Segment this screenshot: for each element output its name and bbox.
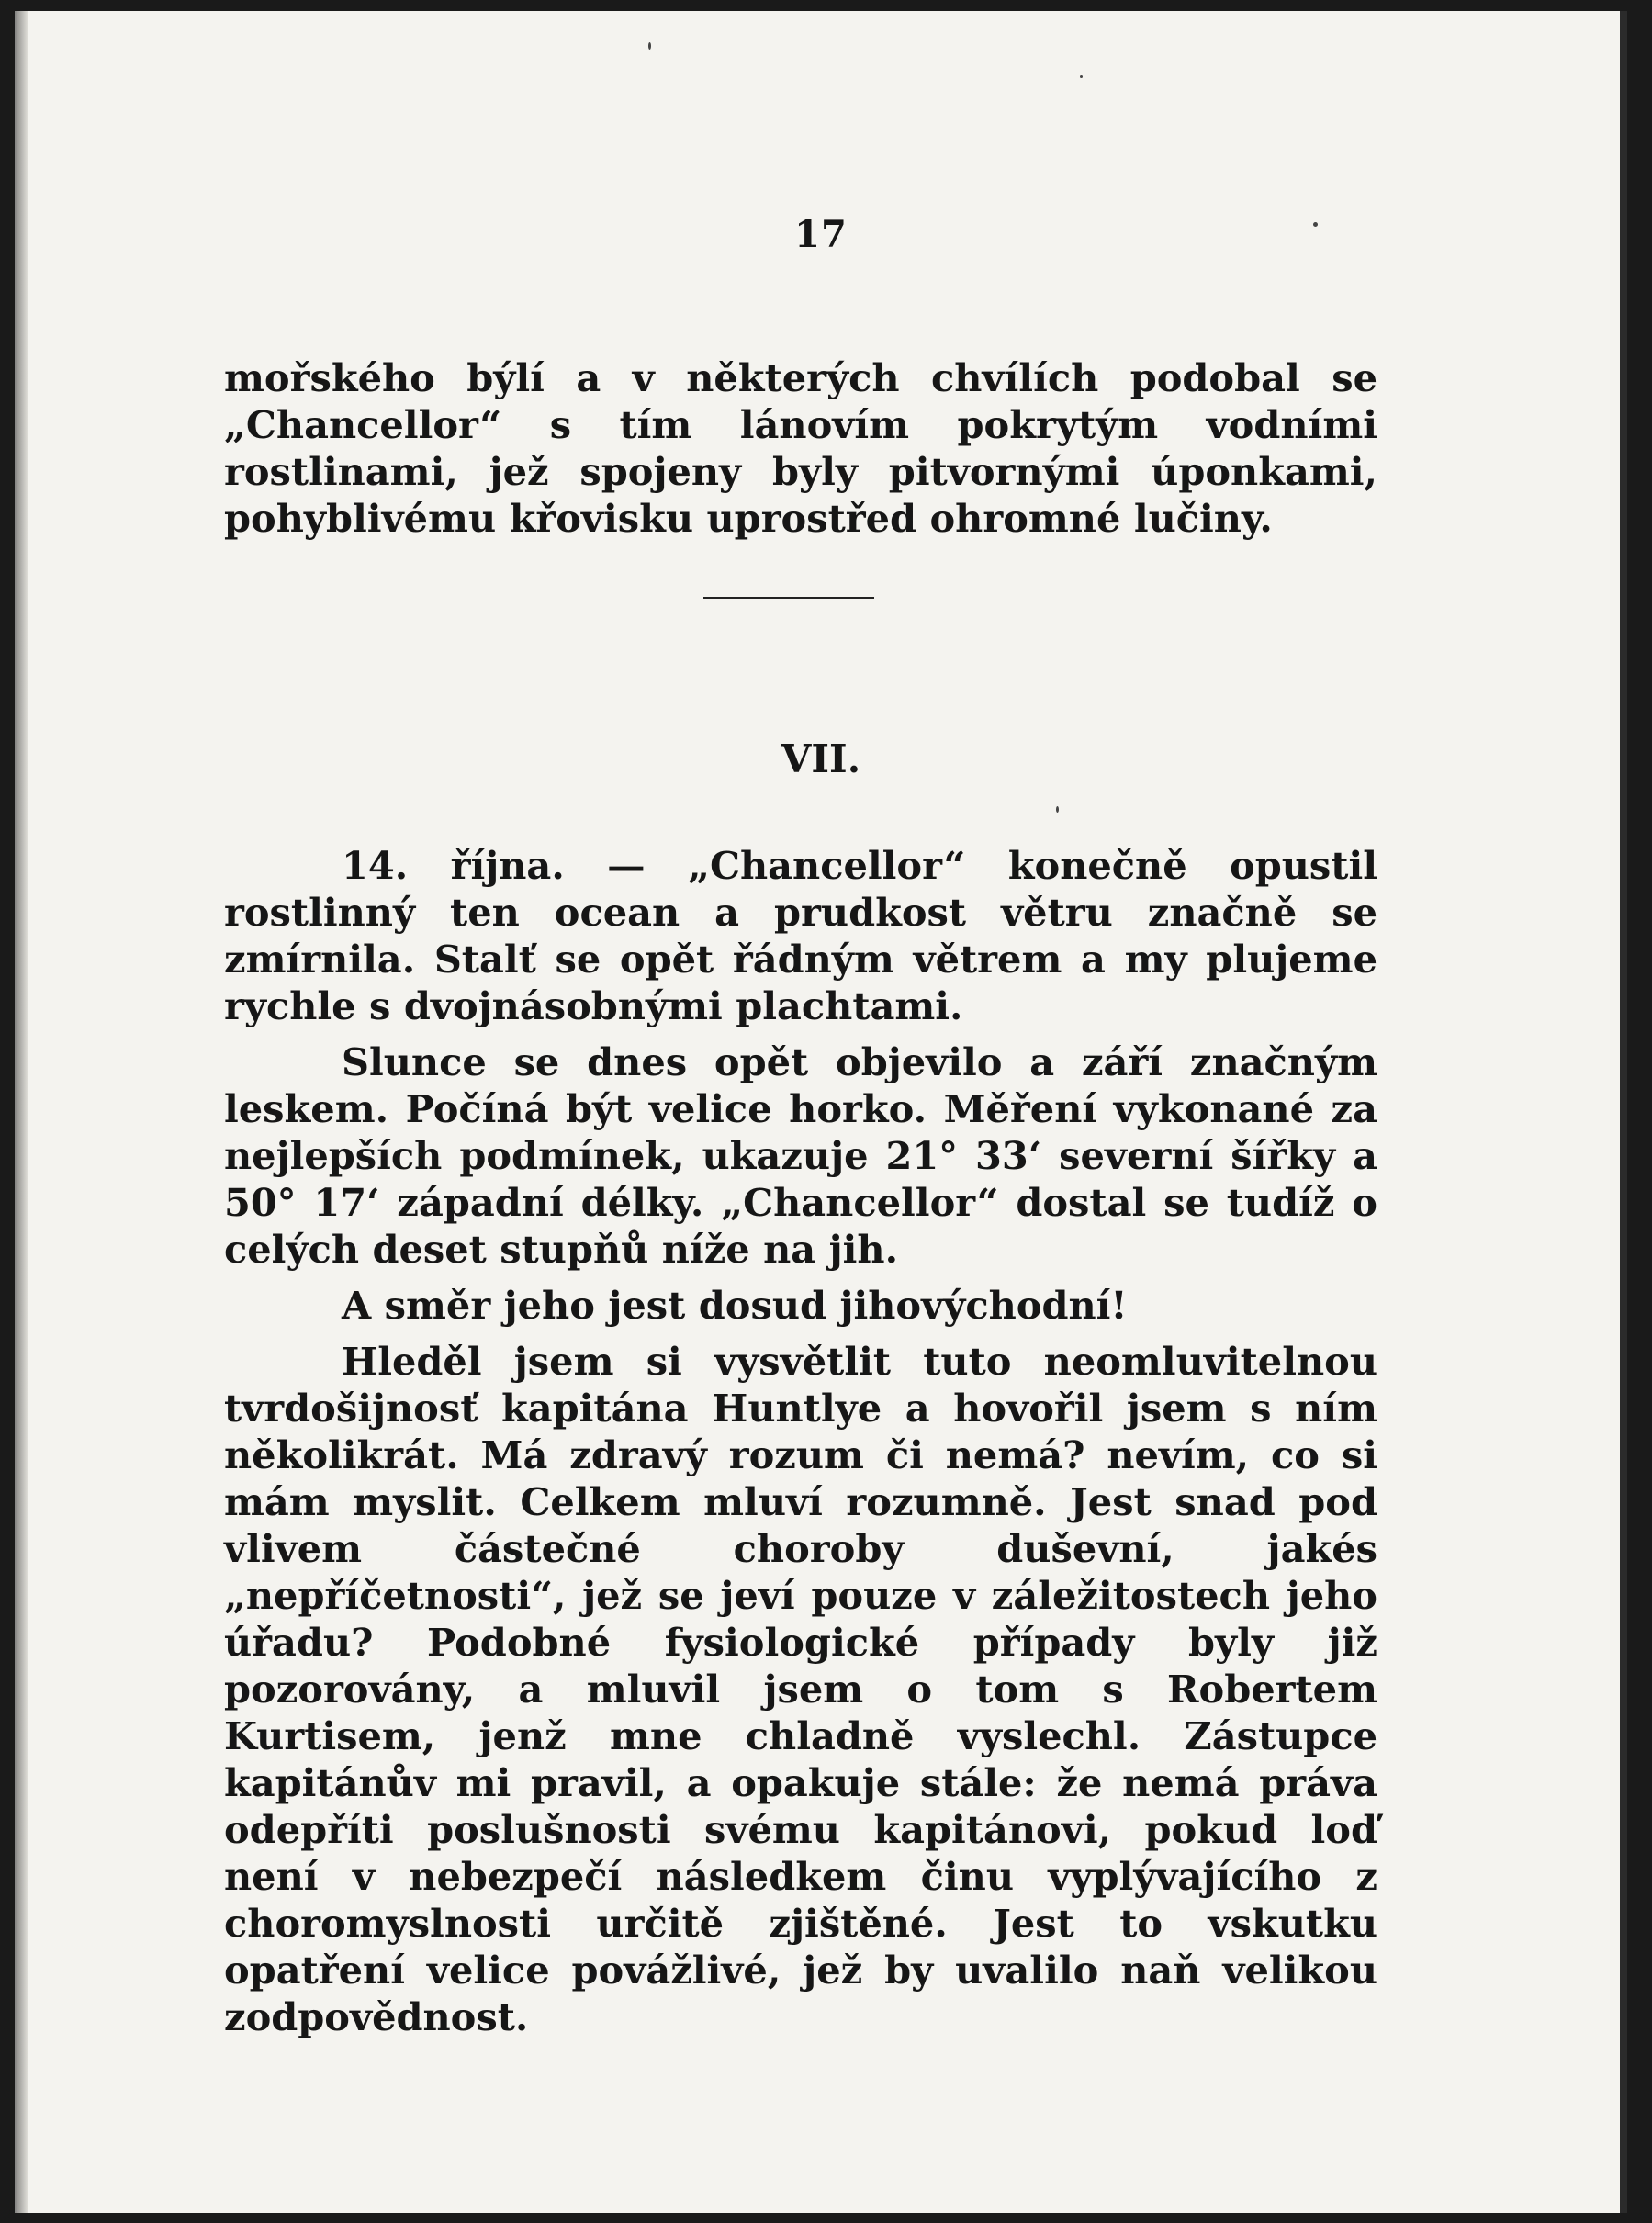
page-spine-shadow <box>15 11 28 2213</box>
continued-paragraph: mořského býlí a v některých chvílích podobal se „Chancellor“ s tím lánovím pokrytým vodními rostlinami, jež spojeny byly pitvornými úponkami, pohyblivému křovisku uprostřed ohromné lučiny. <box>224 355 1377 541</box>
paper-speck <box>648 42 651 50</box>
chapter-paragraph: 14. října. — „Chancellor“ konečně opustil rostlinný ten ocean a prudkost větru značně se zmírnila. Stalť se opět řádným větrem a my plujeme rychle s dvojnásobnými plachtami. <box>224 843 1377 1028</box>
chapter-paragraph: Slunce se dnes opět objevilo a září značným leskem. Počíná být velice horko. Měření vykonané za nejlepších podmínek, ukazuje 21° 33‘ severní šířky a 50° 17‘ západní délky. „Chancellor“ dostal se tudíž o celých deset stupňů níže na jih. <box>224 1039 1377 1272</box>
page-number: 17 <box>794 213 848 256</box>
paper-speck <box>1056 806 1059 813</box>
chapter-paragraph: Hleděl jsem si vysvětlit tuto neomluvitelnou tvrdošijnosť kapitána Huntlye a hovořil jsem s ním několikrát. Má zdravý rozum či nemá? nevím, co si mám myslit. Celkem mluví rozumně. Jest snad pod vlivem částečné choroby duševní, jakés „nepříčetnosti“, jež se jeví pouze v záležitostech jeho úřadu? Podobné fysiologické případy byly již pozorovány, a mluvil jsem o tom s Robertem Kurtisem, jenž mne chladně vyslechl. Zástupce kapitánův mi pravil, a opakuje stále: že nemá práva odepříti poslušnosti svému kapitánovi, pokud loď není v nebezpečí následkem činu vyplývajícího z choromyslnosti určitě zjištěné. Jest to vskutku opatření velice povážlivé, jež by uvalilo naň velikou zodpovědnost. <box>224 1339 1377 2039</box>
paper-speck <box>1080 75 1083 78</box>
book-page <box>15 11 1627 2213</box>
continued-paragraph-block <box>224 354 1377 542</box>
page-right-edge <box>1620 11 1627 2213</box>
paper-speck <box>1313 222 1318 227</box>
section-divider <box>703 597 874 599</box>
chapter-body <box>224 842 1377 2049</box>
chapter-heading: VII. <box>781 736 861 781</box>
chapter-paragraph: A směr jeho jest dosud jihovýchodní! <box>342 1283 1128 1328</box>
